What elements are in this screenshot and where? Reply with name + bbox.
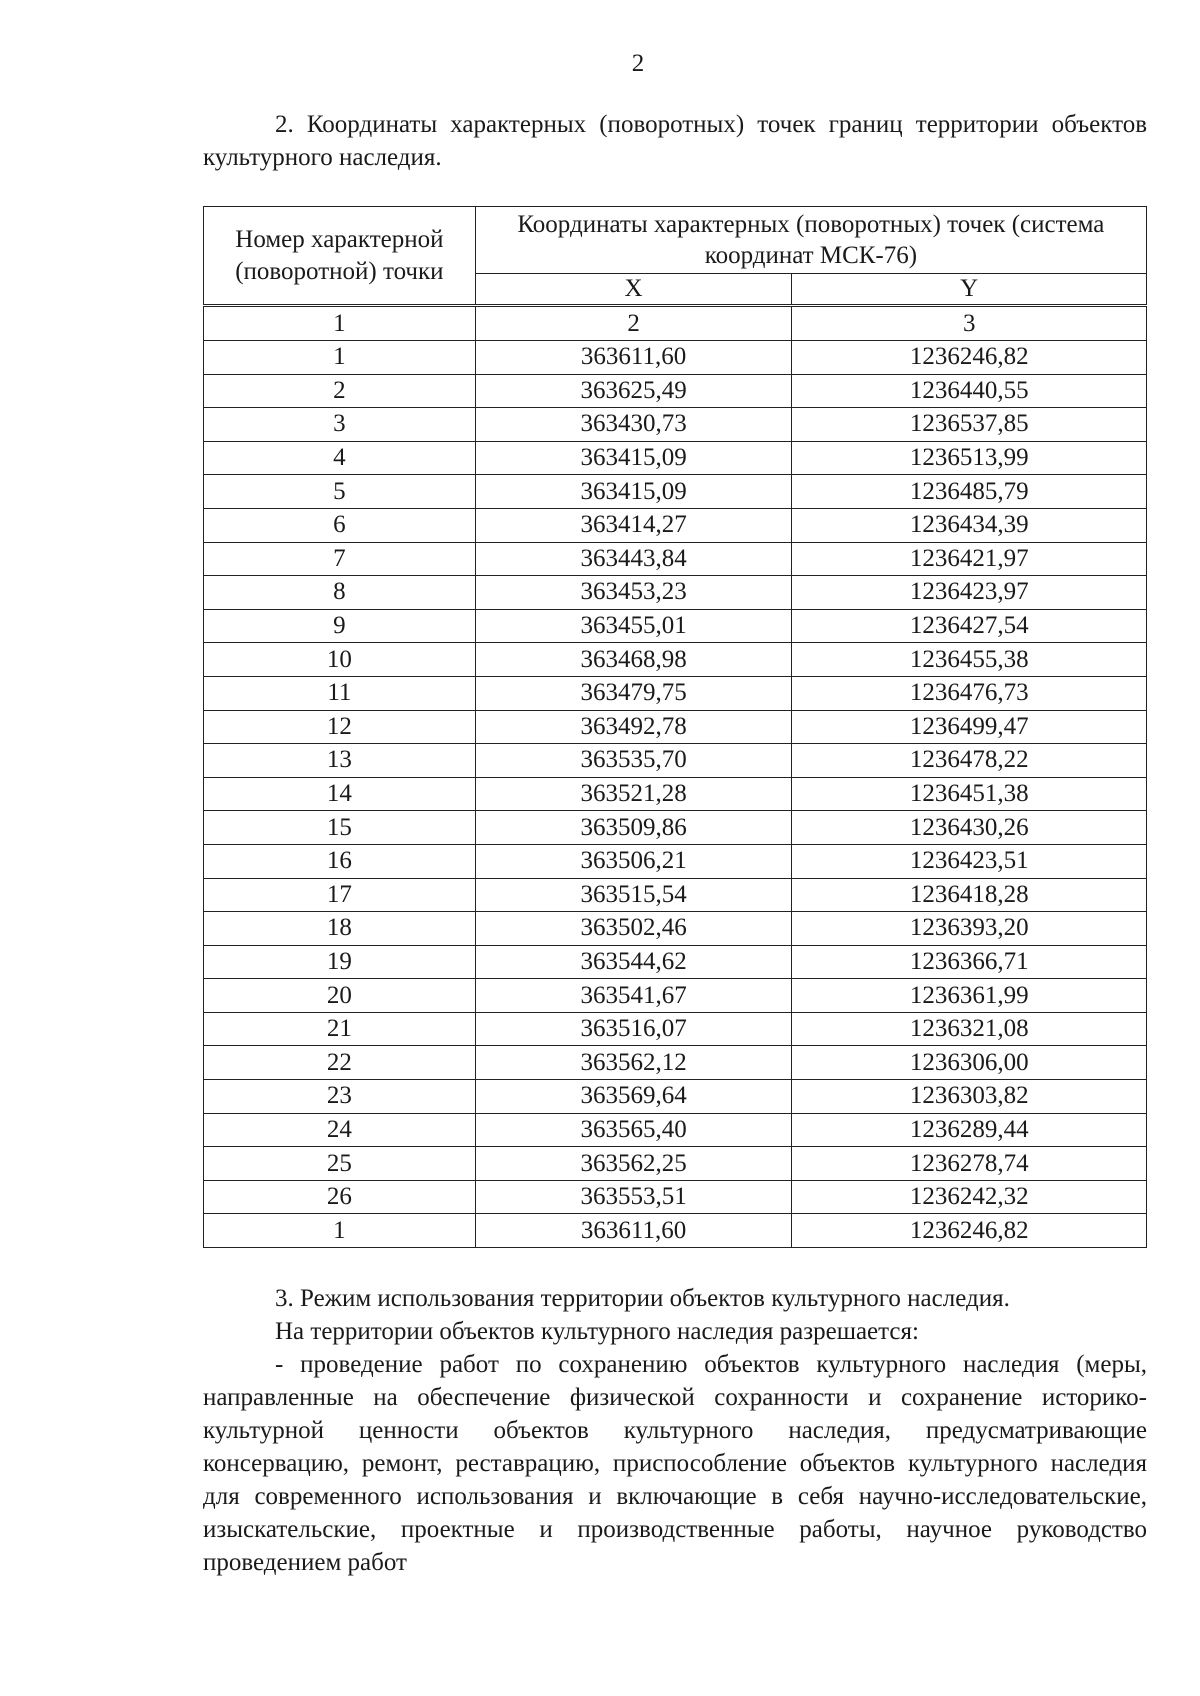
x-coordinate-cell: 363625,49 xyxy=(475,374,792,408)
table-row xyxy=(204,979,1147,1013)
table-row xyxy=(204,643,1147,677)
x-coordinate-cell: 363443,84 xyxy=(475,542,792,576)
table-row xyxy=(204,1180,1147,1214)
point-number-cell: 20 xyxy=(204,979,476,1013)
table-row xyxy=(204,1080,1147,1114)
point-number-cell: 19 xyxy=(204,945,476,979)
point-number-cell: 14 xyxy=(204,777,476,811)
table-row xyxy=(204,878,1147,912)
y-coordinate-cell: 1236418,28 xyxy=(792,878,1147,912)
section-3-intro: На территории объектов культурного наследия разрешается: xyxy=(275,1318,919,1345)
table-header xyxy=(204,207,1147,306)
x-coordinate-cell: 363415,09 xyxy=(475,475,792,509)
point-number-cell: 23 xyxy=(204,1080,476,1114)
point-number-cell: 13 xyxy=(204,744,476,778)
x-coordinate-cell: 363535,70 xyxy=(475,744,792,778)
x-coordinate-cell: 363506,21 xyxy=(475,844,792,878)
table-row xyxy=(204,441,1147,475)
point-number-cell: 18 xyxy=(204,912,476,946)
point-number-cell: 21 xyxy=(204,1012,476,1046)
point-number-cell: 16 xyxy=(204,844,476,878)
table-row xyxy=(204,912,1147,946)
x-coordinate-cell: 363415,09 xyxy=(475,441,792,475)
table-row xyxy=(204,576,1147,610)
header-point-number: Номер характерной (поворотной) точки xyxy=(204,207,476,306)
y-coordinate-cell: 1236455,38 xyxy=(792,643,1147,677)
point-number-cell: 2 xyxy=(204,374,476,408)
x-coordinate-cell: 363516,07 xyxy=(475,1012,792,1046)
table-row xyxy=(204,1046,1147,1080)
table-row xyxy=(204,542,1147,576)
table-body xyxy=(204,306,1147,1248)
header-x: X xyxy=(475,274,792,306)
page-number: 2 xyxy=(631,50,645,77)
x-coordinate-cell: 363562,12 xyxy=(475,1046,792,1080)
point-number-cell: 26 xyxy=(204,1180,476,1214)
x-coordinate-cell: 363479,75 xyxy=(475,676,792,710)
y-coordinate-cell: 1236306,00 xyxy=(792,1046,1147,1080)
y-coordinate-cell: 1236242,32 xyxy=(792,1180,1147,1214)
table-row xyxy=(204,609,1147,643)
column-number: 3 xyxy=(792,306,1147,341)
point-number-cell: 1 xyxy=(204,341,476,375)
x-coordinate-cell: 363453,23 xyxy=(475,576,792,610)
table-row xyxy=(204,475,1147,509)
point-number-cell: 6 xyxy=(204,508,476,542)
table-row xyxy=(204,844,1147,878)
point-number-cell: 22 xyxy=(204,1046,476,1080)
y-coordinate-cell: 1236423,51 xyxy=(792,844,1147,878)
column-numbering-row xyxy=(204,306,1147,341)
point-number-cell: 25 xyxy=(204,1147,476,1181)
table-row xyxy=(204,1147,1147,1181)
point-number-cell: 17 xyxy=(204,878,476,912)
point-number-cell: 9 xyxy=(204,609,476,643)
y-coordinate-cell: 1236427,54 xyxy=(792,609,1147,643)
table-row xyxy=(204,777,1147,811)
y-coordinate-cell: 1236303,82 xyxy=(792,1080,1147,1114)
y-coordinate-cell: 1236361,99 xyxy=(792,979,1147,1013)
point-number-cell: 4 xyxy=(204,441,476,475)
table-row xyxy=(204,1012,1147,1046)
x-coordinate-cell: 363544,62 xyxy=(475,945,792,979)
table-row xyxy=(204,710,1147,744)
point-number-cell: 7 xyxy=(204,542,476,576)
y-coordinate-cell: 1236434,39 xyxy=(792,508,1147,542)
table-row xyxy=(204,374,1147,408)
y-coordinate-cell: 1236476,73 xyxy=(792,676,1147,710)
y-coordinate-cell: 1236393,20 xyxy=(792,912,1147,946)
coordinates-table xyxy=(203,206,1147,1248)
y-coordinate-cell: 1236366,71 xyxy=(792,945,1147,979)
x-coordinate-cell: 363541,67 xyxy=(475,979,792,1013)
x-coordinate-cell: 363521,28 xyxy=(475,777,792,811)
y-coordinate-cell: 1236451,38 xyxy=(792,777,1147,811)
table-row xyxy=(204,744,1147,778)
x-coordinate-cell: 363515,54 xyxy=(475,878,792,912)
y-coordinate-cell: 1236246,82 xyxy=(792,341,1147,375)
table-row xyxy=(204,945,1147,979)
x-coordinate-cell: 363468,98 xyxy=(475,643,792,677)
x-coordinate-cell: 363611,60 xyxy=(475,341,792,375)
column-number: 2 xyxy=(475,306,792,341)
point-number-cell: 10 xyxy=(204,643,476,677)
x-coordinate-cell: 363509,86 xyxy=(475,811,792,845)
table-row xyxy=(204,811,1147,845)
x-coordinate-cell: 363565,40 xyxy=(475,1113,792,1147)
y-coordinate-cell: 1236440,55 xyxy=(792,374,1147,408)
y-coordinate-cell: 1236485,79 xyxy=(792,475,1147,509)
table-row xyxy=(204,408,1147,442)
point-number-cell: 11 xyxy=(204,676,476,710)
x-coordinate-cell: 363414,27 xyxy=(475,508,792,542)
y-coordinate-cell: 1236289,44 xyxy=(792,1113,1147,1147)
table-row xyxy=(204,508,1147,542)
point-number-cell: 24 xyxy=(204,1113,476,1147)
section-3-item-1: - проведение работ по сохранению объектов культурного наследия (меры, направленные на обеспечение физической сохранности и сохранение историко-культурной ценности объектов культурного наследия, предусматривающие консервацию, ремонт, реставрацию, приспособление объектов культурного наследия для современного использования и включающие в себя научно-исследовательские, изыскательские, проектные и производственные работы, научное руководство проведением работ xyxy=(203,1351,1147,1576)
x-coordinate-cell: 363430,73 xyxy=(475,408,792,442)
section-2-title-text: 2. Координаты характерных (поворотных) точек границ территории объектов культурного наследия. xyxy=(203,111,1147,171)
y-coordinate-cell: 1236423,97 xyxy=(792,576,1147,610)
column-number: 1 xyxy=(204,306,476,341)
y-coordinate-cell: 1236246,82 xyxy=(792,1214,1147,1248)
x-coordinate-cell: 363492,78 xyxy=(475,710,792,744)
table-row xyxy=(204,1113,1147,1147)
y-coordinate-cell: 1236421,97 xyxy=(792,542,1147,576)
point-number-cell: 15 xyxy=(204,811,476,845)
x-coordinate-cell: 363455,01 xyxy=(475,609,792,643)
y-coordinate-cell: 1236478,22 xyxy=(792,744,1147,778)
x-coordinate-cell: 363562,25 xyxy=(475,1147,792,1181)
point-number-cell: 3 xyxy=(204,408,476,442)
header-coordinates: Координаты характерных (поворотных) точек (система координат МСК-76) xyxy=(475,207,1146,274)
table-row xyxy=(204,676,1147,710)
y-coordinate-cell: 1236513,99 xyxy=(792,441,1147,475)
y-coordinate-cell: 1236537,85 xyxy=(792,408,1147,442)
point-number-cell: 5 xyxy=(204,475,476,509)
x-coordinate-cell: 363553,51 xyxy=(475,1180,792,1214)
y-coordinate-cell: 1236499,47 xyxy=(792,710,1147,744)
section-3 xyxy=(203,1282,1147,1579)
section-3-title: 3. Режим использования территории объектов культурного наследия. xyxy=(275,1285,1010,1312)
x-coordinate-cell: 363569,64 xyxy=(475,1080,792,1114)
table-row xyxy=(204,1214,1147,1248)
header-y: Y xyxy=(792,274,1147,306)
point-number-cell: 1 xyxy=(204,1214,476,1248)
x-coordinate-cell: 363611,60 xyxy=(475,1214,792,1248)
table-row xyxy=(204,341,1147,375)
point-number-cell: 12 xyxy=(204,710,476,744)
point-number-cell: 8 xyxy=(204,576,476,610)
section-2-title xyxy=(203,108,1147,174)
x-coordinate-cell: 363502,46 xyxy=(475,912,792,946)
y-coordinate-cell: 1236278,74 xyxy=(792,1147,1147,1181)
y-coordinate-cell: 1236430,26 xyxy=(792,811,1147,845)
y-coordinate-cell: 1236321,08 xyxy=(792,1012,1147,1046)
